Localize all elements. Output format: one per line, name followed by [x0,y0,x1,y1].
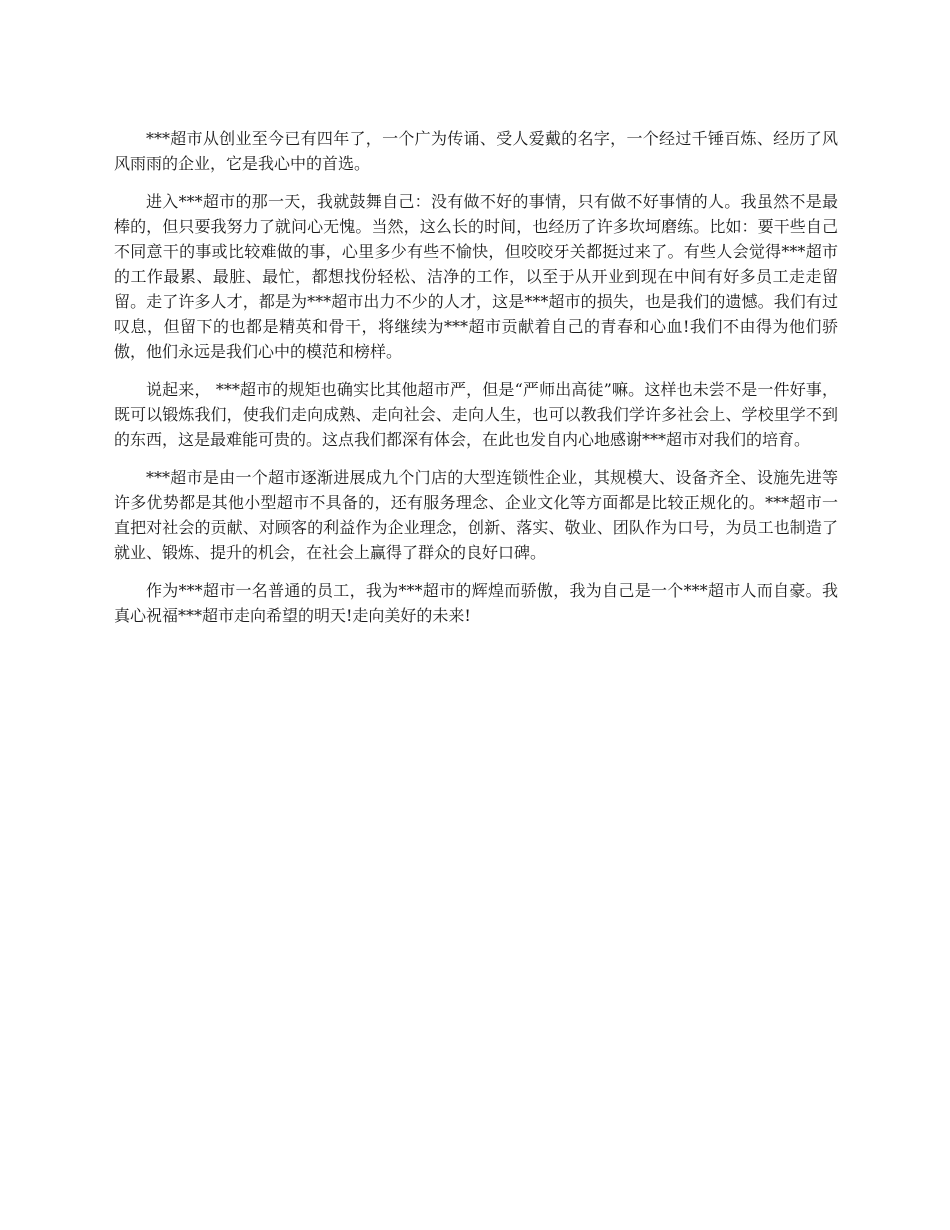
paragraph-4: ***超市是由一个超市逐渐进展成九个门店的大型连锁性企业，其规模大、设备齐全、设施先进等许多优势都是其他小型超市不具备的，还有服务理念、企业文化等方面都是比较正规化的。***超市一直把对社会的贡献、对顾客的利益作为企业理念，创新、落实、敬业、团队作为口号，为员工也制造了就业、锻炼、提升的机会，在社会上赢得了群众的良好口碑。 [114,468,838,562]
document-body [114,126,838,641]
paragraph-1: ***超市从创业至今已有四年了，一个广为传诵、受人爱戴的名字，一个经过千锤百炼、经历了风风雨雨的企业，它是我心中的首选。 [114,129,838,173]
paragraph-5: 作为***超市一名普通的员工，我为***超市的辉煌而骄傲，我为自己是一个***超市人而自豪。我真心祝福***超市走向希望的明天!走向美好的未来! [114,581,838,625]
paragraph-3: 说起来， ***超市的规矩也确实比其他超市严，但是“严师出高徒”嘛。这样也未尝不是一件好事，既可以锻炼我们，使我们走向成熟、走向社会、走向人生，也可以教我们学许多社会上、学校里学不到的东西，这是最难能可贵的。这点我们都深有体会，在此也发自内心地感谢***超市对我们的培育。 [114,380,838,449]
paragraph-2: 进入***超市的那一天，我就鼓舞自己：没有做不好的事情，只有做不好事情的人。我虽然不是最棒的，但只要我努力了就问心无愧。当然，这么长的时间，也经历了许多坎坷磨练。比如：要干些自己不同意干的事或比较难做的事，心里多少有些不愉快，但咬咬牙关都挺过来了。有些人会觉得***超市的工作最累、最脏、最忙，都想找份轻松、洁净的工作，以至于从开业到现在中间有好多员工走走留留。走了许多人才，都是为***超市出力不少的人才，这是***超市的损失，也是我们的遗憾。我们有过叹息，但留下的也都是精英和骨干，将继续为***超市贡献着自己的青春和心血!我们不由得为他们骄傲，他们永远是我们心中的模范和榜样。 [114,192,838,361]
